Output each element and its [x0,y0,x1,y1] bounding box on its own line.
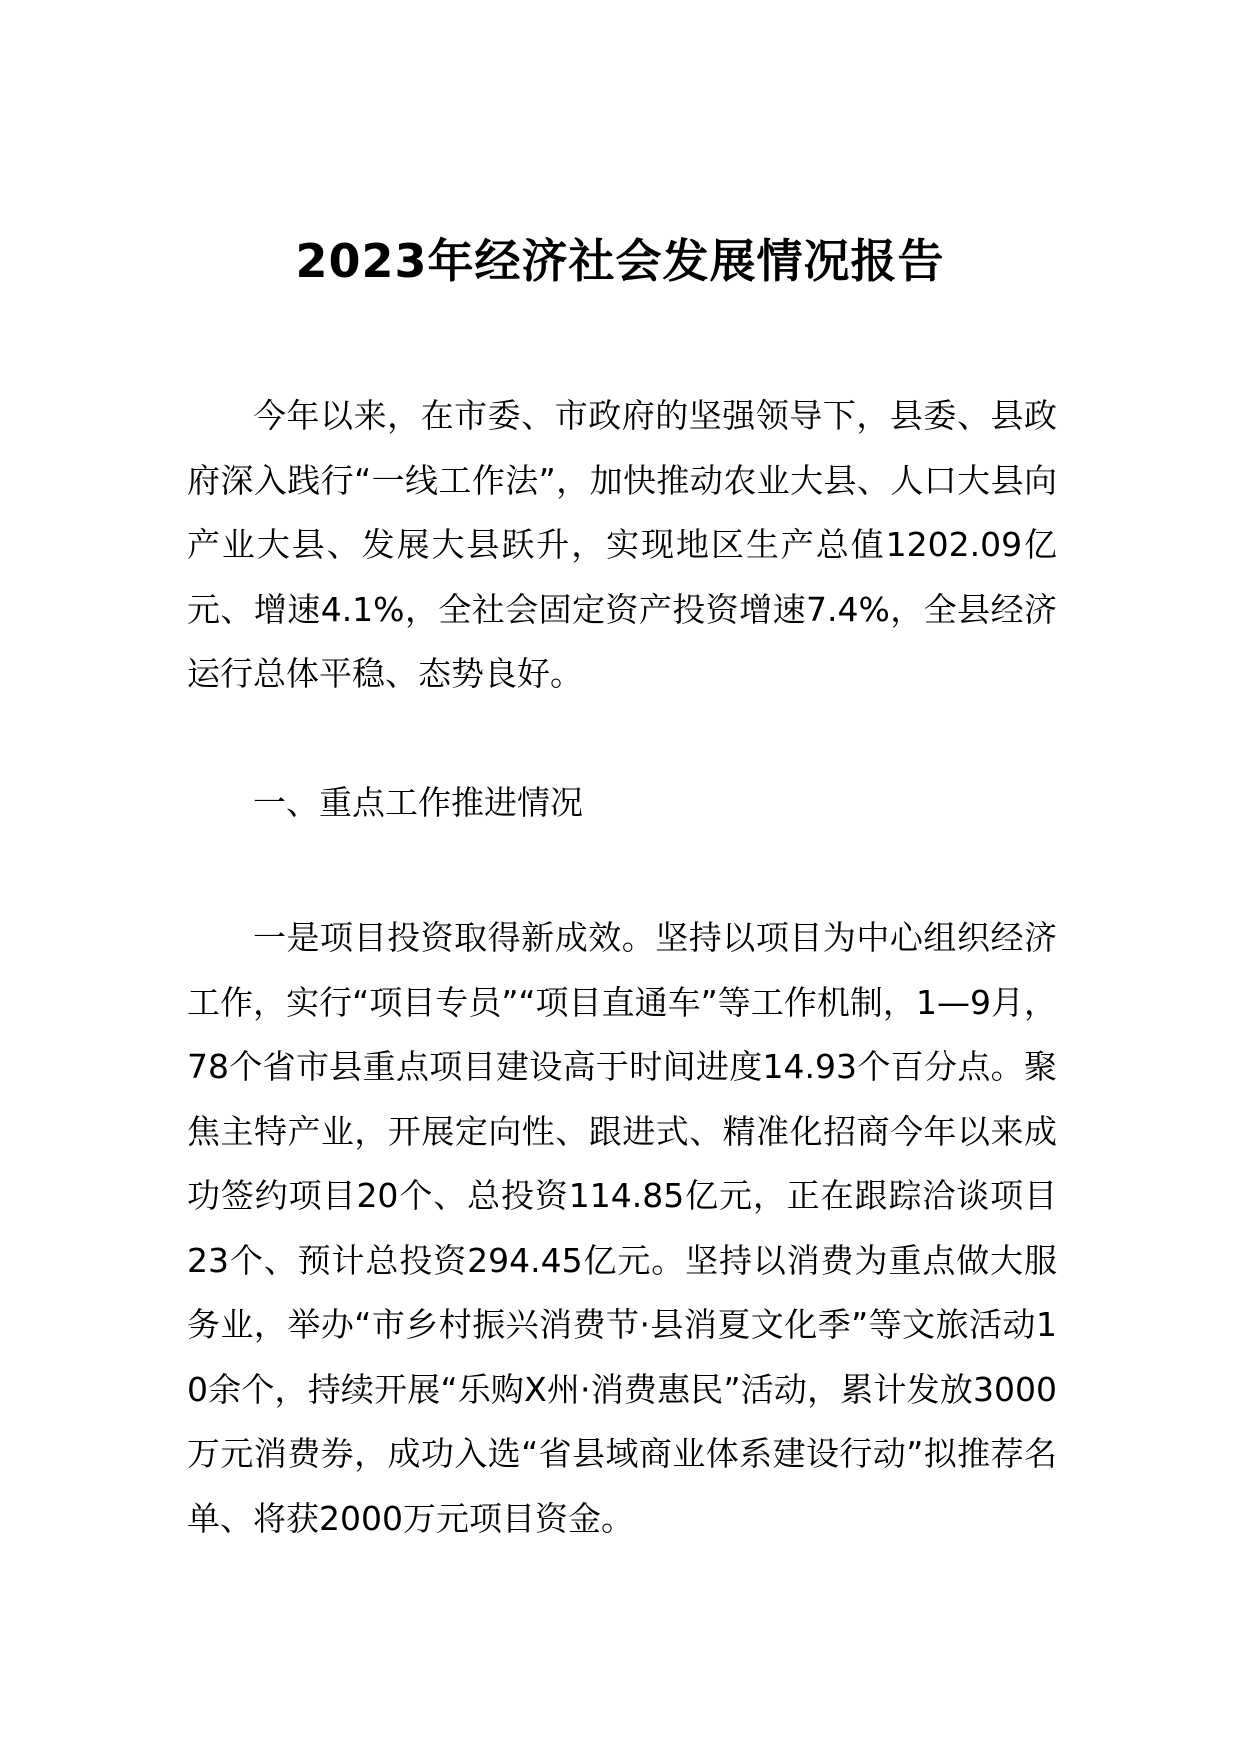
body-paragraph: 一是项目投资取得新成效。坚持以项目为中心组织经济工作，实行“项目专员”“项目直通车”等工作机制，1—9月，78个省市县重点项目建设高于时间进度14.93个百分点。聚焦主特产业，开展定向性、跟进式、精准化招商今年以来成功签约项目20个、总投资114.85亿元，正在跟踪洽谈项目23个、预计总投资294.45亿元。坚持以消费为重点做大服务业，举办“市乡村振兴消费节·县消夏文化季”等文旅活动10余个，持续开展“乐购X州·消费惠民”活动，累计发放3000万元消费券，成功入选“省县域商业体系建设行动”拟推荐名单、将获2000万元项目资金。 [187,918,1057,1538]
intro-paragraph: 今年以来，在市委、市政府的坚强领导下，县委、县政府深入践行“一线工作法”，加快推动农业大县、人口大县向产业大县、发展大县跃升，实现地区生产总值1202.09亿元、增速4.1%，全社会固定资产投资增速7.4%，全县经济运行总体平稳、态势良好。 [187,396,1057,693]
document-title: 2023年经济社会发展情况报告 [295,233,945,288]
section-heading: 一、重点工作推进情况 [253,783,583,822]
